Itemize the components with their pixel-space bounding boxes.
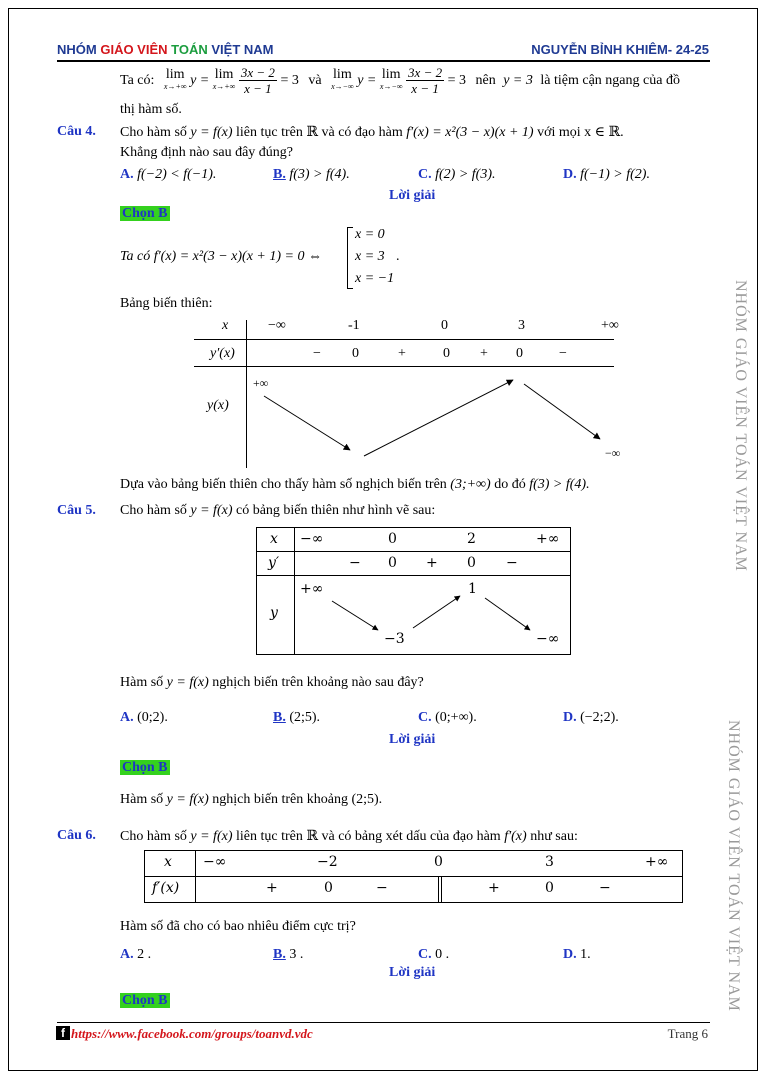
q6-stem: [120, 828, 578, 845]
q6-question: Hàm số đã cho có bao nhiêu điểm cực trị?: [120, 919, 356, 934]
option-letter: D.: [563, 710, 577, 725]
root-2: x = 3: [355, 249, 385, 264]
q5-option-b[interactable]: [273, 710, 320, 726]
intro-ta-co: Ta có:: [120, 73, 155, 88]
option-text: (2;5).: [289, 710, 321, 725]
intro-line2: thị hàm số.: [120, 102, 182, 117]
q4-yp-val: 0: [352, 346, 359, 361]
q5-ans-func: y = f(x): [166, 792, 209, 807]
q5-y-top-left: +∞: [300, 581, 324, 597]
q6-fp-val: −: [599, 880, 611, 896]
q4-y-bottom: −∞: [605, 446, 621, 460]
q5-y-bot-mid: −3: [384, 631, 405, 647]
q4-yp-val: 0: [516, 346, 523, 361]
intro-va: và: [308, 73, 322, 88]
q5-ans-int: (2;5).: [351, 792, 383, 807]
q4-stem2: Khẳng định nào sau đây đúng?: [120, 145, 294, 160]
q5-question: [120, 675, 424, 691]
q6-label: Câu 6.: [57, 828, 96, 843]
q6-fp-label: f′(x): [152, 880, 180, 896]
option-text: f(−2) < f(−1).: [137, 167, 217, 182]
q5-x-val: 0: [388, 531, 397, 547]
q6-double-bar-1: [438, 876, 439, 903]
q5-x-val: +∞: [536, 531, 560, 547]
option-letter: B.: [273, 947, 286, 962]
q5-label: Câu 5.: [57, 503, 96, 518]
q4-yp-val: +: [398, 346, 406, 361]
q6-stem-c: như sau:: [530, 829, 578, 844]
option-text: 2 .: [137, 947, 152, 962]
q5-arrow-down-1: [332, 601, 378, 630]
q4-stem-c: với mọi x ∈ ℝ.: [537, 125, 624, 140]
q4-x-val: +∞: [601, 318, 619, 333]
lim-sub: x→+∞: [163, 81, 187, 91]
q6-fp-val: +: [488, 880, 500, 896]
q5-loi-giai: Lời giải: [389, 732, 436, 747]
frac-num: 3x − 2: [240, 65, 275, 81]
q5-y-top-mid: 1: [468, 581, 477, 597]
q6-x-val: 0: [434, 854, 443, 870]
q4-eq-text: Ta có f′(x) = x²(3 − x)(x + 1) = 0 ⇔: [120, 249, 322, 264]
q6-x-val: −∞: [203, 854, 227, 870]
frac-den: x − 1: [244, 81, 272, 97]
q4-x-val: 3: [518, 318, 525, 333]
q4-yp-val: −: [313, 346, 321, 361]
q6-func: y = f(x): [190, 829, 233, 844]
q5-ans-a: Hàm số: [120, 792, 164, 807]
q5-answer: [120, 792, 382, 808]
q5-x-val: 2: [467, 531, 476, 547]
q6-fp-val: 0: [324, 880, 333, 896]
option-text: 0 .: [435, 947, 450, 962]
q4-loi-giai: Lời giải: [389, 188, 436, 203]
option-letter: D.: [563, 947, 577, 962]
q4-conc-c: f(3) > f(4).: [529, 477, 590, 492]
q5-arrow-down-2: [485, 598, 530, 630]
q6-loi-giai: Lời giải: [389, 965, 436, 980]
answer-highlight: Chọn B: [122, 760, 168, 775]
lim-sub: x→−∞: [379, 81, 403, 91]
q4-x-label: x: [222, 318, 229, 333]
lim-word: lim: [333, 66, 352, 82]
option-letter: B.: [273, 710, 286, 725]
intro-y-eq-2: y =: [357, 73, 377, 88]
q4-stem-a: Cho hàm số: [120, 125, 187, 140]
watermark-bottom: NHÓM GIÁO VIÊN TOÁN VIỆT NAM: [725, 720, 742, 1012]
q6-fp-val: +: [266, 880, 278, 896]
facebook-icon: f: [56, 1026, 70, 1040]
q4-deriv: f′(x) = x²(3 − x)(x + 1): [406, 125, 534, 140]
q5-stem-a: Cho hàm số: [120, 503, 187, 518]
q4-x-val: -1: [348, 318, 360, 333]
q4-x-val: −∞: [268, 318, 286, 333]
option-text: (0;+∞).: [435, 710, 477, 725]
option-text: 1.: [580, 947, 591, 962]
q4-stem-b: liên tục trên ℝ và có đạo hàm: [235, 125, 403, 140]
intro-nen: nên: [475, 73, 496, 88]
q5-option-c[interactable]: [418, 710, 477, 726]
q5-y-label: y: [270, 605, 278, 621]
root-1: x = 0: [355, 227, 385, 242]
q5-chon: [120, 760, 170, 776]
q6-fp-val: −: [376, 880, 388, 896]
q6-option-c[interactable]: [418, 947, 449, 963]
q5-yp-label: y′: [268, 555, 280, 571]
option-letter: C.: [418, 710, 432, 725]
q4-yp-label: y′(x): [210, 346, 235, 361]
option-letter: C.: [418, 947, 432, 962]
q4-conc-a: Dựa vào bảng biến thiên cho thấy hàm số nghịch biến trên: [120, 477, 447, 492]
option-letter: A.: [120, 167, 134, 182]
q5-func: y = f(x): [190, 503, 233, 518]
option-text: (−2;2).: [580, 710, 619, 725]
q6-stem-b: liên tục trên ℝ và có bảng xét dấu của đạo hàm: [235, 829, 501, 844]
roots-dot: .: [396, 249, 400, 264]
header-toan: TOÁN: [171, 42, 212, 57]
q5-option-d[interactable]: [563, 710, 619, 726]
q5-q-func: y = f(x): [166, 675, 209, 690]
frac-num: 3x − 2: [408, 65, 443, 81]
q6-hline: [144, 876, 683, 877]
option-text: 3 .: [289, 947, 304, 962]
watermark-top: NHÓM GIÁO VIÊN TOÁN VIỆT NAM: [732, 280, 749, 572]
q4-func: y = f(x): [190, 125, 233, 140]
answer-highlight: Chọn B: [122, 993, 168, 1008]
intro-y-eq: y =: [190, 73, 210, 88]
q5-yp-val: −: [349, 555, 361, 571]
option-letter: D.: [563, 167, 577, 182]
q5-yp-val: 0: [388, 555, 397, 571]
q6-option-b[interactable]: [273, 947, 303, 963]
q5-arrow-up: [413, 596, 460, 628]
q4-yp-val: +: [480, 346, 488, 361]
q5-stem-b: có bảng biến thiên như hình vẽ sau:: [235, 503, 436, 518]
q5-option-a[interactable]: [120, 710, 168, 726]
q5-q-a: Hàm số: [120, 675, 164, 690]
lim-word: lim: [165, 66, 185, 82]
q6-chon: [120, 993, 170, 1009]
lim-sub: x→+∞: [212, 81, 236, 91]
q5-x-label: x: [270, 531, 278, 547]
q5-q-b: nghịch biến trên khoảng nào sau đây?: [212, 675, 424, 690]
q5-y-bot-right: −∞: [536, 631, 560, 647]
q4-yp-val: 0: [443, 346, 450, 361]
option-letter: B.: [273, 167, 286, 182]
q6-option-d[interactable]: [563, 947, 591, 963]
intro-eq3-2: = 3: [447, 73, 466, 88]
q4-label: Câu 4.: [57, 124, 96, 139]
header-nhom: NHÓM: [57, 42, 101, 57]
option-text: f(3) > f(4).: [289, 167, 350, 182]
q5-ans-b: nghịch biến trên khoảng: [212, 792, 348, 807]
q6-option-a[interactable]: [120, 947, 151, 963]
q6-double-bar-2: [441, 876, 442, 903]
q4-y-top: +∞: [253, 376, 269, 390]
header-school: NGUYỄN BỈNH KHIÊM- 24-25: [531, 42, 709, 57]
option-letter: C.: [418, 167, 432, 182]
q6-x-label: x: [164, 854, 172, 870]
header-viet-nam: VIỆT NAM: [211, 42, 274, 57]
answer-highlight: Chọn B: [122, 206, 168, 221]
q6-fp-val: 0: [545, 880, 554, 896]
q4-yp-val: −: [559, 346, 567, 361]
q4-conc-b: do đó: [494, 477, 526, 492]
q5-yp-val: 0: [467, 555, 476, 571]
q5-x-val: −∞: [300, 531, 324, 547]
footer-link[interactable]: https://www.facebook.com/groups/toanvd.vdc: [71, 1026, 313, 1041]
option-letter: A.: [120, 710, 134, 725]
option-text: (0;2).: [137, 710, 168, 725]
q4-y-label: y(x): [207, 398, 229, 413]
intro-tail: là tiệm cận ngang của đồ: [540, 73, 680, 88]
page-number: Trang 6: [667, 1026, 708, 1041]
q6-x-val: +∞: [645, 854, 669, 870]
footer-divider: [57, 1022, 710, 1023]
q5-yp-val: +: [426, 555, 438, 571]
q6-x-val: 3: [545, 854, 554, 870]
q6-x-val: −2: [317, 854, 338, 870]
option-text: f(2) > f(3).: [435, 167, 496, 182]
lim-sub: x→−∞: [331, 81, 354, 91]
option-letter: A.: [120, 947, 134, 962]
header-giao-vien: GIÁO VIÊN: [100, 42, 172, 57]
root-3: x = −1: [355, 271, 395, 286]
q4-bbt-label: Bảng biến thiên:: [120, 296, 213, 311]
intro-y3: y = 3: [503, 73, 533, 88]
lim-word: lim: [214, 66, 234, 82]
q5-yp-val: −: [506, 555, 518, 571]
option-text: f(−1) > f(2).: [580, 167, 650, 182]
q4-x-val: 0: [441, 318, 448, 333]
frac-den: x − 1: [411, 81, 439, 97]
q6-stem-a: Cho hàm số: [120, 829, 187, 844]
q4-conc-int: (3;+∞): [450, 477, 491, 492]
q6-deriv: f′(x): [504, 829, 527, 844]
lim-word: lim: [381, 66, 401, 82]
intro-eq3: = 3: [280, 73, 299, 88]
q6-vline: [195, 850, 196, 903]
